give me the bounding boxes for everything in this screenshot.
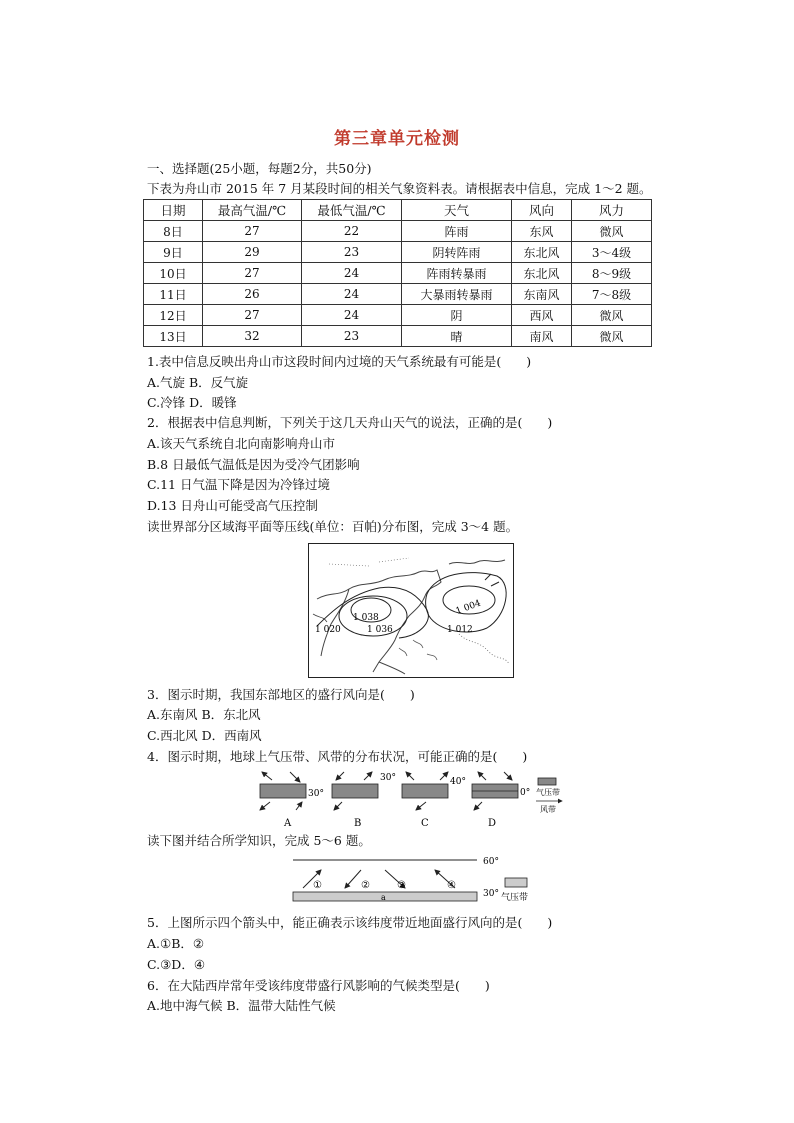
cell-weather: 阴转阵雨 <box>402 242 512 263</box>
table-row <box>144 284 652 305</box>
question-1: 1.表中信息反映出舟山市这段时间内过境的天气系统最有可能是( ) <box>147 354 532 369</box>
cell-min-temp: 24 <box>302 284 402 305</box>
cell-wind-force: 微风 <box>572 305 652 326</box>
question-3-options-ab: A.东南风 B．东北风 <box>147 707 261 722</box>
q4-option-a-label: A <box>284 818 292 829</box>
fig2-band-label: a <box>381 893 386 902</box>
header-max-temp: 最高气温/℃ <box>203 200 302 221</box>
cell-min-temp: 24 <box>302 305 402 326</box>
isobar-label-1020: 1 020 <box>315 625 341 635</box>
cell-max-temp: 27 <box>203 263 302 284</box>
q4-option-c-label: C <box>421 818 429 829</box>
fig2-lat-60: 60° <box>483 857 499 867</box>
cell-date: 13日 <box>144 326 203 347</box>
q4-figure-drawing <box>256 770 576 830</box>
weather-table <box>143 199 652 347</box>
cell-weather: 晴 <box>402 326 512 347</box>
cell-weather: 阵雨 <box>402 221 512 242</box>
isobar-label-1036: 1 036 <box>367 625 393 635</box>
cell-date: 11日 <box>144 284 203 305</box>
cell-date: 8日 <box>144 221 203 242</box>
cell-wind-force: 微风 <box>572 221 652 242</box>
table-row <box>144 263 652 284</box>
question-3: 3．图示时期，我国东部地区的盛行风向是( ) <box>147 687 415 702</box>
cell-wind-force: 7～8级 <box>572 284 652 305</box>
isobar-map-drawing <box>309 544 513 677</box>
cell-wind-force: 8～9级 <box>572 263 652 284</box>
cell-min-temp: 24 <box>302 263 402 284</box>
cell-wind-direction: 东北风 <box>512 263 572 284</box>
header-date: 日期 <box>144 200 203 221</box>
cell-min-temp: 23 <box>302 242 402 263</box>
cell-wind-force: 3～4级 <box>572 242 652 263</box>
question-5-options-ab: A.①B．② <box>147 936 205 951</box>
header-wind-direction: 风向 <box>512 200 572 221</box>
cell-min-temp: 22 <box>302 221 402 242</box>
question-2: 2．根据表中信息判断，下列关于这几天舟山天气的说法，正确的是( ) <box>147 415 553 430</box>
q4-option-b-label: B <box>354 818 362 829</box>
isobar-label-1004: 1 004 <box>454 598 483 617</box>
header-min-temp: 最低气温/℃ <box>302 200 402 221</box>
map-intro: 读世界部分区域海平面等压线(单位：百帕)分布图，完成 3～4 题。 <box>147 519 519 534</box>
question-2-option-a: A.该天气系统自北向南影响舟山市 <box>147 436 336 451</box>
cell-max-temp: 27 <box>203 221 302 242</box>
isobar-label-1038: 1 038 <box>353 613 379 623</box>
question-6-options-ab: A.地中海气候 B．温带大陆性气候 <box>147 998 336 1013</box>
cell-weather: 阴 <box>402 305 512 326</box>
header-weather: 天气 <box>402 200 512 221</box>
table-row <box>144 326 652 347</box>
cell-max-temp: 27 <box>203 305 302 326</box>
q4-legend-wind: 风带 <box>540 805 556 814</box>
page-title: 第三章单元检测 <box>334 129 460 149</box>
table-header-row <box>144 200 652 221</box>
table-row <box>144 242 652 263</box>
fig2-legend: 气压带 <box>501 893 529 903</box>
figure-2-intro: 读下图并结合所学知识，完成 5～6 题。 <box>147 833 371 848</box>
table-intro: 下表为舟山市 2015 年 7 月某段时间的相关气象资料表。请根据表中信息，完成 1～2 题。 <box>147 181 652 196</box>
cell-wind-direction: 南风 <box>512 326 572 347</box>
q4-lat-c: 40° <box>450 777 466 787</box>
question-6: 6．在大陆西岸常年受该纬度带盛行风影响的气候类型是( ) <box>147 978 490 993</box>
question-2-option-c: C.11 日气温下降是因为冷锋过境 <box>147 477 330 492</box>
question-1-options-cd: C.冷锋 D．暖锋 <box>147 395 237 410</box>
cell-wind-direction: 东风 <box>512 221 572 242</box>
question-3-options-cd: C.西北风 D．西南风 <box>147 728 262 743</box>
cell-weather: 阵雨转暴雨 <box>402 263 512 284</box>
isobar-label-1012: 1 012 <box>447 625 473 635</box>
cell-wind-direction: 东南风 <box>512 284 572 305</box>
question-5-options-cd: C.③D．④ <box>147 957 206 972</box>
fig2-arrow-1: ① <box>313 880 322 891</box>
section-heading: 一、选择题(25小题，每题2分，共50分) <box>147 161 372 176</box>
question-2-option-b: B.8 日最低气温低是因为受冷气团影响 <box>147 457 360 472</box>
q4-lat-d: 0° <box>520 788 531 798</box>
fig2-arrow-2: ② <box>361 880 370 891</box>
cell-wind-direction: 东北风 <box>512 242 572 263</box>
cell-date: 9日 <box>144 242 203 263</box>
fig2-arrow-3: ③ <box>397 880 406 891</box>
cell-max-temp: 26 <box>203 284 302 305</box>
q4-lat-b: 30° <box>380 773 396 783</box>
cell-date: 10日 <box>144 263 203 284</box>
question-1-options-ab: A.气旋 B．反气旋 <box>147 375 249 390</box>
table-row <box>144 221 652 242</box>
table-row <box>144 305 652 326</box>
fig2-arrow-4: ④ <box>447 880 456 891</box>
question-2-option-d: D.13 日舟山可能受高气压控制 <box>147 498 318 513</box>
q4-figure <box>256 770 576 830</box>
q4-legend-pressure: 气压带 <box>536 788 560 797</box>
isobar-map <box>308 543 514 678</box>
cell-weather: 大暴雨转暴雨 <box>402 284 512 305</box>
cell-max-temp: 29 <box>203 242 302 263</box>
fig2-lat-30: 30° <box>483 889 499 899</box>
q4-lat-a: 30° <box>308 789 324 799</box>
cell-min-temp: 23 <box>302 326 402 347</box>
cell-max-temp: 32 <box>203 326 302 347</box>
cell-date: 12日 <box>144 305 203 326</box>
q4-option-d-label: D <box>488 818 497 829</box>
question-4: 4．图示时期，地球上气压带、风带的分布状况，可能正确的是( ) <box>147 749 528 764</box>
wind-belt-figure <box>285 852 565 906</box>
cell-wind-direction: 西风 <box>512 305 572 326</box>
question-5: 5．上图所示四个箭头中，能正确表示该纬度带近地面盛行风向的是( ) <box>147 915 553 930</box>
wind-belt-figure-drawing <box>285 852 565 906</box>
header-wind-force: 风力 <box>572 200 652 221</box>
cell-wind-force: 微风 <box>572 326 652 347</box>
